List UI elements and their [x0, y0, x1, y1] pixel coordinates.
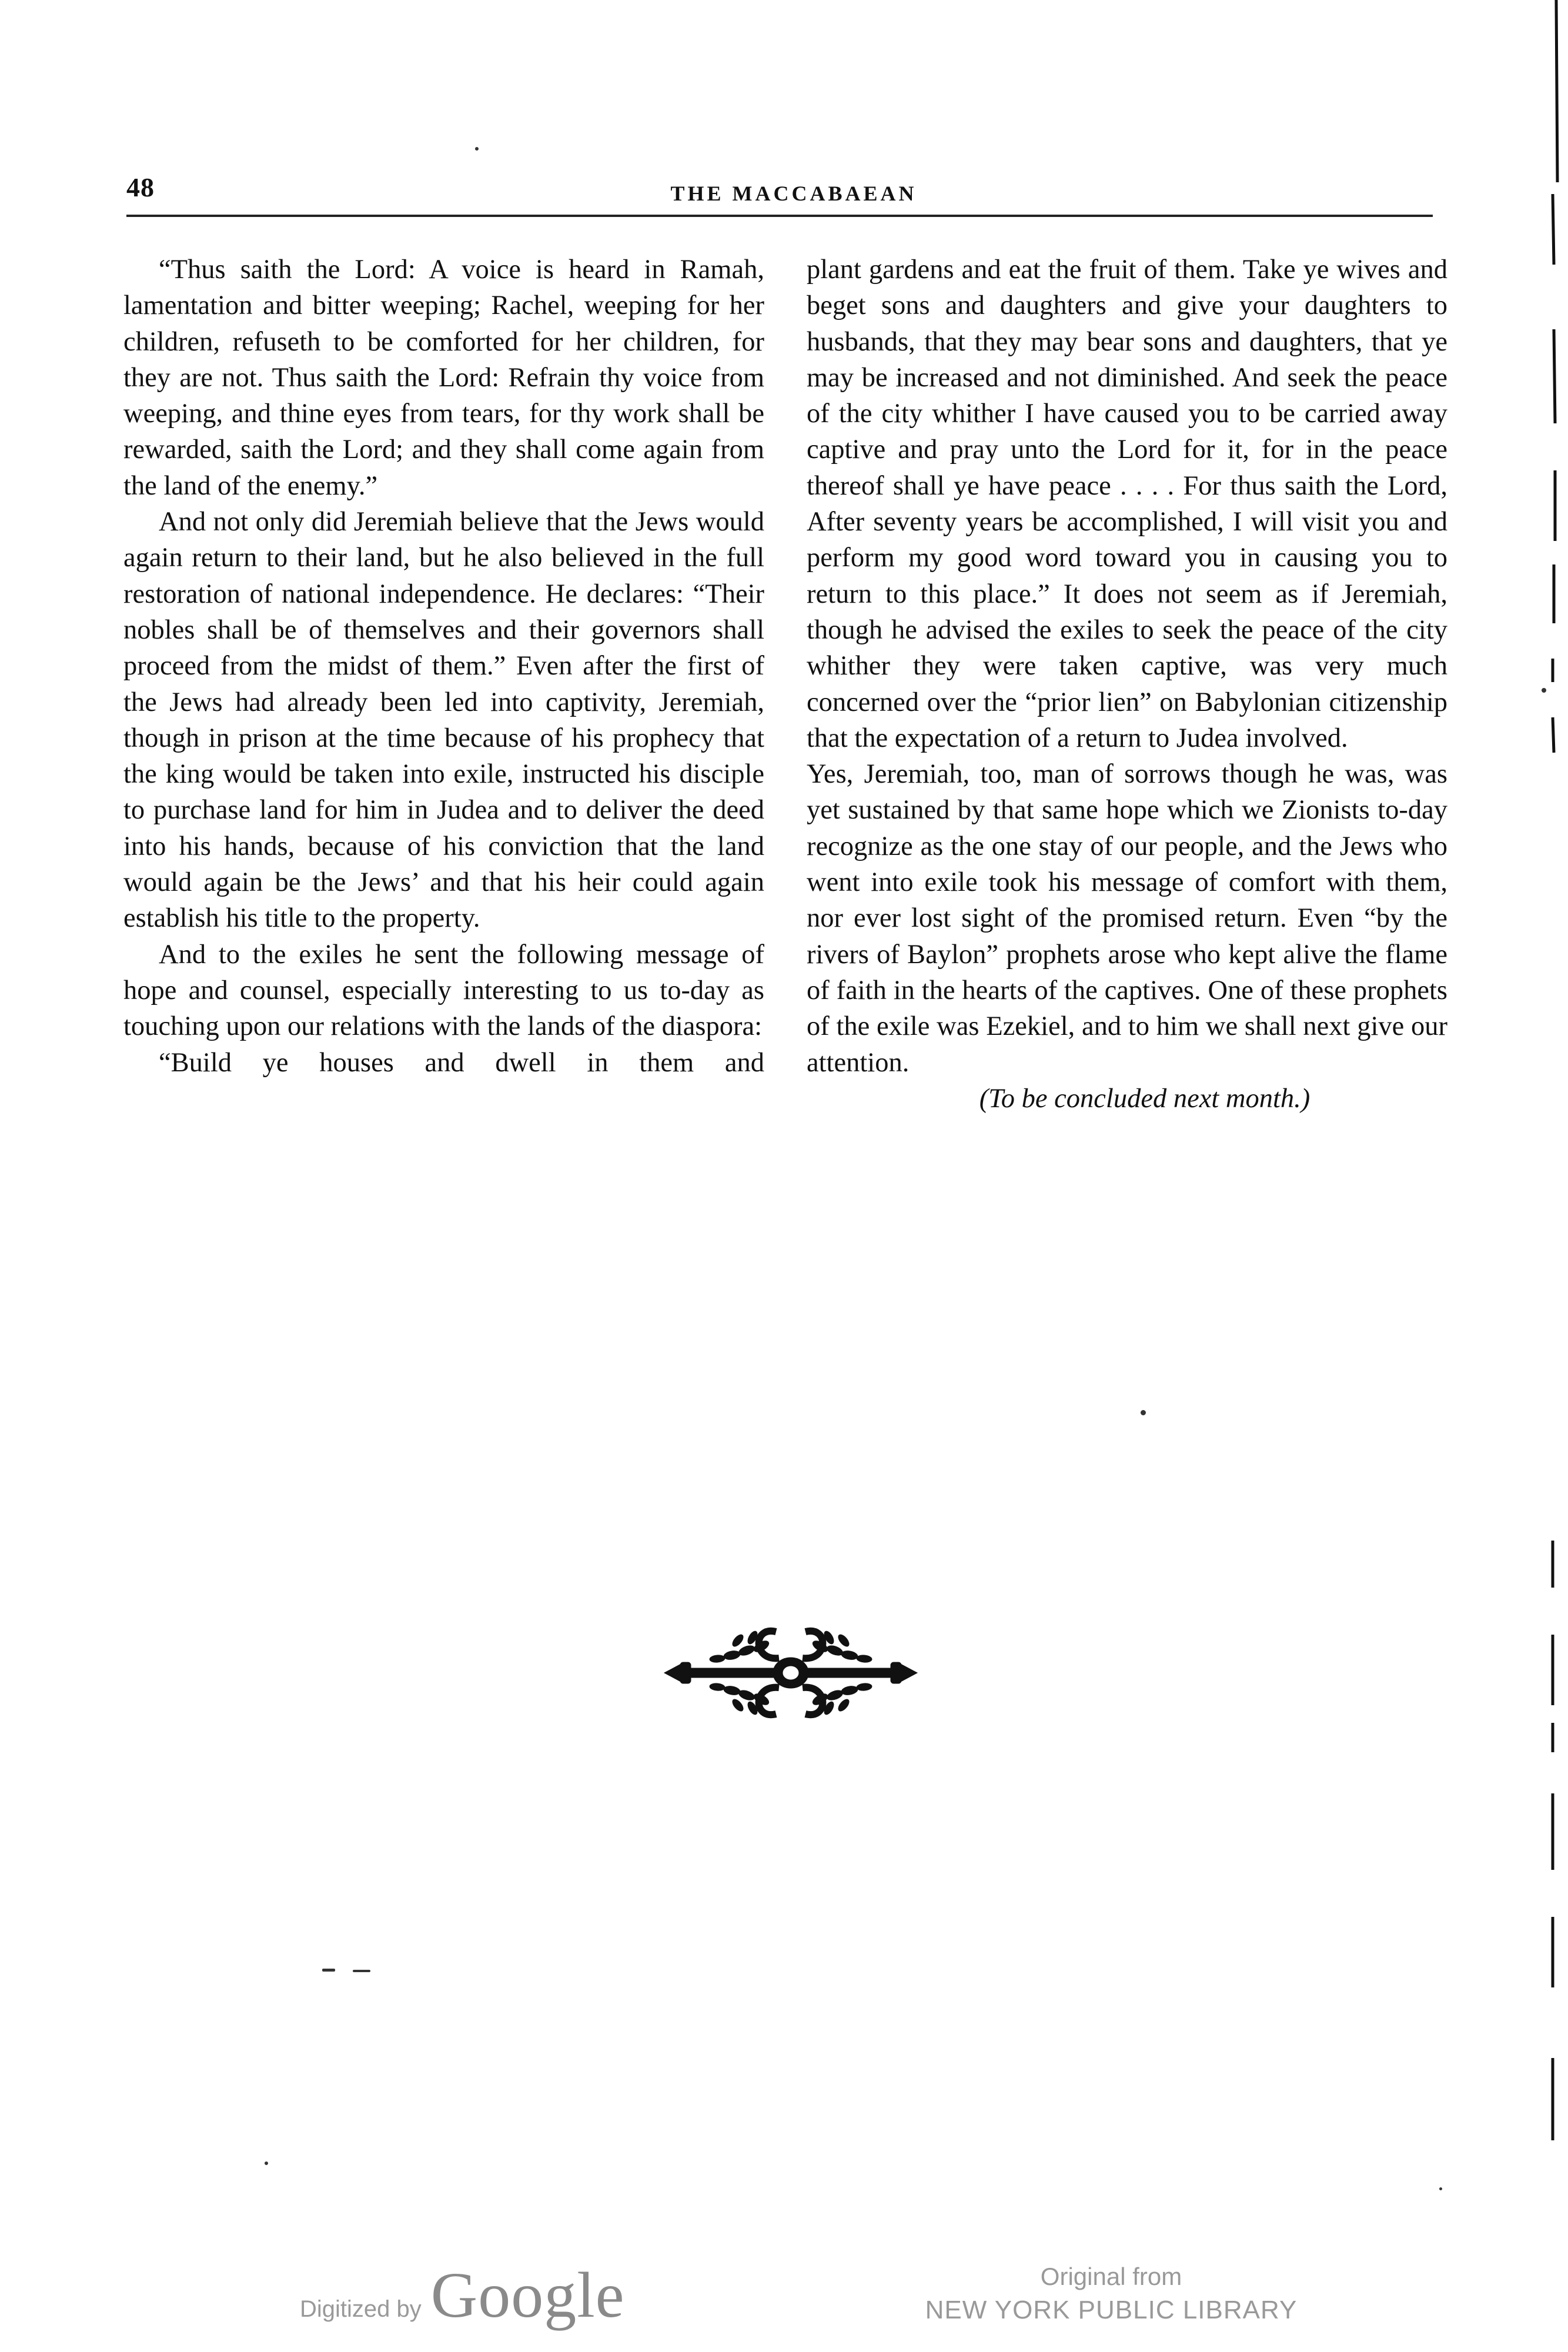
running-head: THE MACCABAEAN	[670, 182, 917, 205]
speck	[1542, 688, 1546, 693]
page-number: 48	[126, 172, 155, 202]
library-name: NEW YORK PUBLIC LIBRARY	[925, 2296, 1298, 2324]
speck	[353, 1970, 370, 1972]
paragraph: And not only did Jeremiah believe that the Jews would again return to their land, but he also believed in the full restoration of national independence. He declares: “Their nobles shall be of themselves and their governors shall proceed from the midst of them.” Even after the first of the Jews had already been led into captivity, Jeremiah, though in prison at the time because of his prophecy that the king would be taken into exile, instructed his disciple to purchase land for him in Judea and to deliver the deed into his hands, because of his conviction that the land would again be the Jews’ and that his heir could again establish his title to the property.	[123, 507, 764, 934]
paragraph: “Thus saith the Lord: A voice is heard in Ramah, lamentation and bitter weeping; Rachel, weeping for her children, refuseth to be comforted for her children, for they are not. Thus saith the Lord: Refrain thy voice from weeping, and thine eyes from tears, for thy work shall be rewarded, saith the Lord; and they shall come again from the land of the enemy.”	[123, 255, 764, 501]
google-logo: Google	[430, 2259, 625, 2331]
paragraph: And to the exiles he sent the following message of hope and counsel, especially interesting to us to-day as touching upon our relations with the lands of the diaspora:	[123, 939, 764, 1042]
left-column	[123, 252, 764, 1081]
header-rule	[126, 215, 1433, 217]
paragraph: Yes, Jeremiah, too, man of sorrows though he was, was yet sustained by that same hope which we Zionists to-day recognize as the one stay of our people, and the Jews who went into exile took his message of comfort with them, nor ever lost sight of the promised return. Even “by the rivers of Baylon” prophets arose who kept alive the flame of faith in the hearts of the captives. One of these prophets of the exile was Ezekiel, and to him we shall next give our attention.	[807, 759, 1447, 1078]
speck	[322, 1969, 335, 1972]
original-from-attribution	[905, 2261, 1317, 2328]
speck	[1439, 2187, 1442, 2190]
laurel-torch-ornament-icon	[658, 1614, 923, 1732]
scan-edge-marks	[1544, 0, 1568, 2352]
digitized-by-text: Digitized by	[300, 2296, 422, 2322]
speck	[265, 2161, 268, 2165]
continued-note: (To be concluded next month.)	[979, 1083, 1310, 1114]
digitized-by-google	[300, 2258, 625, 2331]
original-from-text: Original from	[1040, 2263, 1182, 2290]
paragraph: plant gardens and eat the fruit of them. Take ye wives and beget sons and daughters and give your daughters to husbands, that they may bear sons and daughters, that ye may be increased and not diminished. And seek the peace of the city whither I have caused you to be carried away captive and pray unto the Lord for it, for in the peace thereof shall ye have peace . . . . For thus saith the Lord, After seventy years be accomplished, I will visit you and perform my good word toward you in causing you to return to this place.” It does not seem as if Jeremiah, though he advised the exiles to seek the peace of the city whither they were taken captive, was very much concerned over the “prior lien” on Babylonian citizenship that the expectation of a return to Judea involved.	[807, 255, 1447, 753]
speck	[1141, 1410, 1146, 1415]
paragraph: “Build ye houses and dwell in them and	[159, 1047, 764, 1078]
right-column	[807, 252, 1447, 1117]
speck	[475, 147, 479, 151]
